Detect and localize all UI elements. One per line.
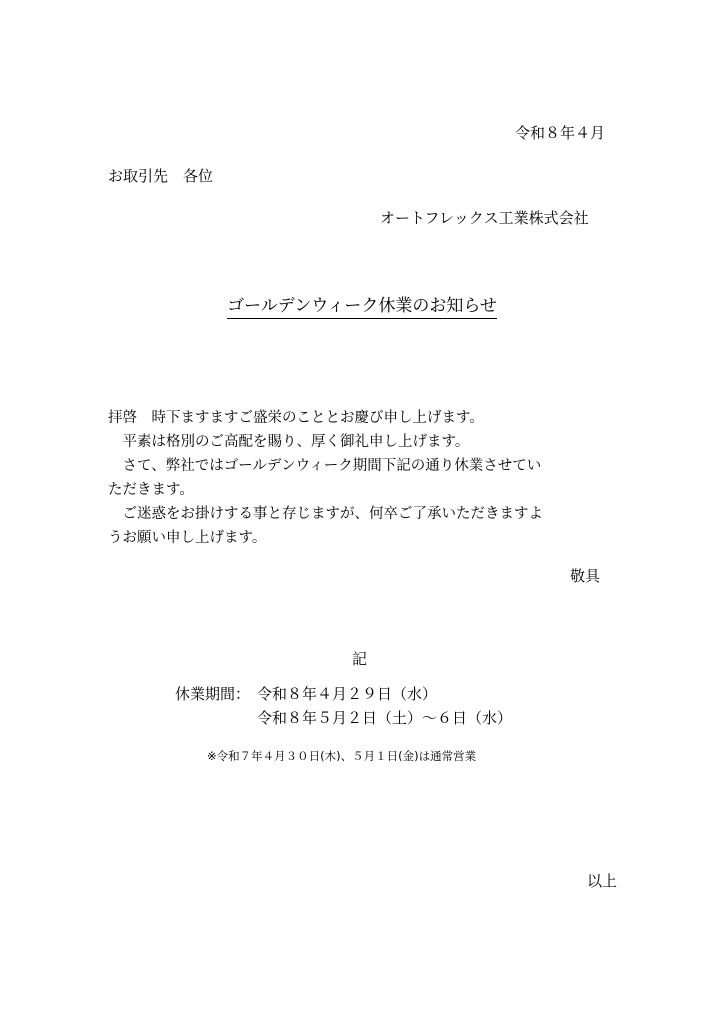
body-line: ご迷惑をお掛けする事と存じますが、何卒ご了承いただきますよ — [108, 506, 543, 522]
letter-closing: 敬具 — [570, 567, 601, 585]
letter-sender: オートフレックス工業株式会社 — [380, 209, 589, 227]
letter-body — [108, 406, 628, 550]
letter-title: ゴールデンウィーク休業のお知らせ — [227, 296, 497, 319]
body-line: うお願い申し上げます。 — [108, 530, 267, 546]
body-line: 平素は格別のご高配を賜り、厚く御礼申し上げます。 — [108, 434, 470, 450]
letter-date: 令和８年４月 — [515, 124, 606, 142]
closure-period-line-2: 令和８年５月２日（土）～６日（水） — [257, 709, 513, 727]
body-line: 拝啓 時下ますますご盛栄のこととお慶び申し上げます。 — [108, 410, 484, 426]
ki-heading: 記 — [352, 650, 368, 668]
letter-recipient: お取引先 各位 — [108, 167, 214, 185]
body-line: ただきます。 — [108, 482, 194, 498]
closure-period-line-1: 令和８年４月２９日（水） — [257, 685, 438, 703]
letter-title-container — [0, 291, 724, 316]
closure-period-label: 休業期間： — [175, 685, 251, 703]
business-note: ※令和７年４月３０日(木)、５月１日(金)は通常営業 — [207, 749, 477, 763]
body-line: さて、弊社ではゴールデンウィーク期間下記の通り休業させてい — [108, 458, 542, 474]
letter-end-mark: 以上 — [587, 872, 618, 890]
